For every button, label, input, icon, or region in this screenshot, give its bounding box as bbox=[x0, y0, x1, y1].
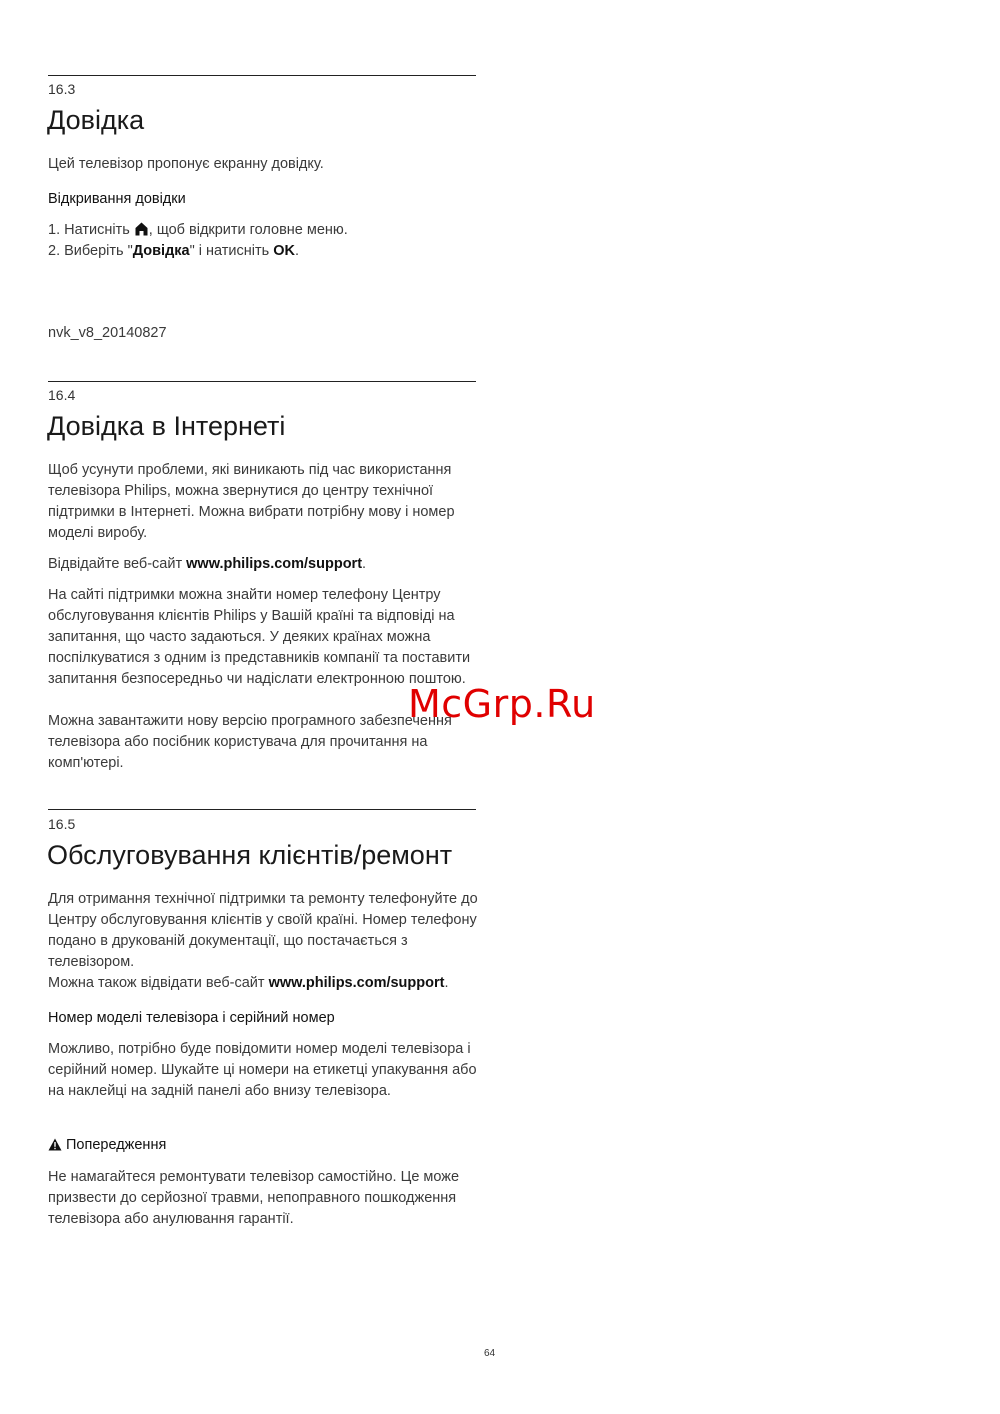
step-text: , щоб відкрити головне меню. bbox=[148, 222, 348, 238]
paragraph: Цей телевізор пропонує екранну довідку. bbox=[48, 156, 324, 172]
section-number: 16.3 bbox=[48, 81, 76, 97]
section-title: Обслуговування клієнтів/ремонт bbox=[47, 840, 453, 870]
section-rule bbox=[48, 75, 476, 76]
visit-line bbox=[48, 554, 488, 575]
visit-text: . bbox=[362, 556, 367, 572]
warning-heading bbox=[48, 1137, 166, 1155]
page-number: 64 bbox=[484, 1348, 496, 1359]
menu-item-name: Довідка bbox=[132, 243, 190, 259]
step-2 bbox=[48, 241, 488, 262]
paragraph: Можна завантажити нову версію програмного забезпечення телевізора або посібник користувача для прочитання на комп'ютері. bbox=[48, 713, 452, 771]
visit-text: Можна також відвідати веб-сайт bbox=[48, 975, 269, 991]
step-text: 2. Виберіть " bbox=[48, 243, 133, 259]
step-text: " і натисніть bbox=[189, 243, 274, 259]
paragraph: Для отримання технічної підтримки та ремонту телефонуйте до Центру обслуговування клієнтів у своїй країні. Номер телефону подано в друкованій документації, що постачається з телевізором. bbox=[48, 891, 478, 970]
visit-line bbox=[48, 973, 488, 994]
support-link[interactable]: www.philips.com/support bbox=[186, 556, 363, 572]
subheading: Відкривання довідки bbox=[48, 191, 186, 207]
paragraph: Не намагайтеся ремонтувати телевізор самостійно. Це може призвести до серйозної травми, непоправного пошкодження телевізора або анулювання гарантії. bbox=[48, 1169, 460, 1227]
section-number: 16.4 bbox=[48, 387, 76, 403]
paragraph: Щоб усунути проблеми, які виникають під час використання телевізора Philips, можна звернутися до центру технічної підтримки в Інтернеті. Можна вибрати потрібну мову і номер моделі виробу. bbox=[48, 462, 455, 541]
watermark: McGrp.Ru bbox=[408, 682, 596, 726]
visit-text: . bbox=[444, 975, 449, 991]
warning-icon bbox=[48, 1138, 62, 1155]
section-number: 16.5 bbox=[48, 816, 76, 832]
section-rule bbox=[48, 809, 476, 810]
visit-text: Відвідайте веб-сайт bbox=[48, 556, 187, 572]
step-text: 1. Натисніть bbox=[48, 222, 134, 238]
support-link[interactable]: www.philips.com/support bbox=[268, 975, 445, 991]
key-name: OK bbox=[273, 243, 295, 259]
paragraph: Можливо, потрібно буде повідомити номер моделі телевізора і серійний номер. Шукайте ці номери на етикетці упакування або на наклейці на задній панелі або внизу телевізора. bbox=[48, 1041, 477, 1099]
warning-label: Попередження bbox=[66, 1137, 167, 1153]
version-code: nvk_v8_20140827 bbox=[48, 325, 167, 341]
home-icon bbox=[135, 222, 148, 243]
step-text: . bbox=[294, 243, 300, 259]
section-title: Довідка bbox=[47, 105, 145, 135]
section-title: Довідка в Інтернеті bbox=[47, 411, 286, 441]
subheading: Номер моделі телевізора і серійний номер bbox=[48, 1010, 335, 1026]
section-rule bbox=[48, 381, 476, 382]
step-1 bbox=[48, 220, 488, 243]
paragraph: На сайті підтримки можна знайти номер телефону Центру обслуговування клієнтів Philips у Вашій країні та відповіді на запитання, що часто задаються. У деяких країнах можна поспілкуватися з одним із представників компанії та поставити запитання безпосередньо чи надіслати електронною поштою. bbox=[48, 587, 471, 687]
